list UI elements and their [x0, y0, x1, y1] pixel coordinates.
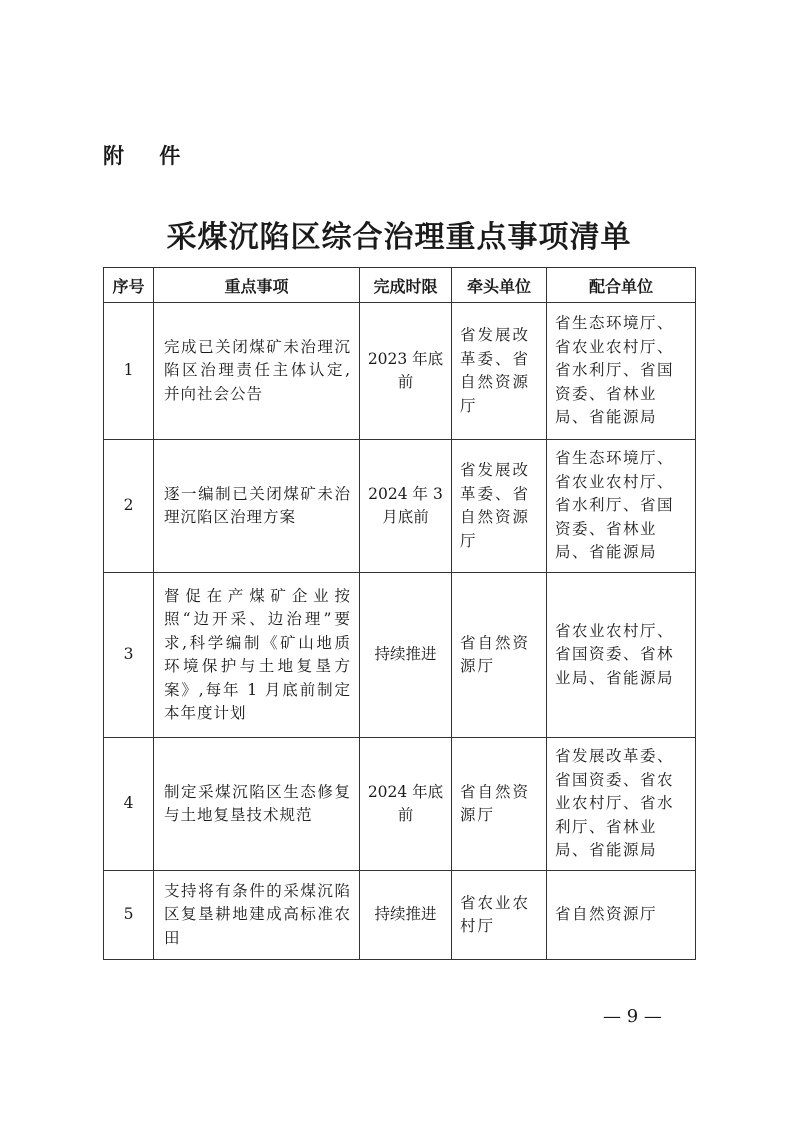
row-lead: 省自然资源厅: [452, 573, 547, 738]
row-deadline: 2024 年 3 月底前: [360, 440, 452, 573]
table-row: [104, 440, 696, 573]
header-no: 序号: [104, 268, 154, 303]
row-item: 支持将有条件的采煤沉陷区复垦耕地建成高标准农田: [154, 871, 360, 960]
row-no: 1: [104, 303, 154, 440]
row-no: 2: [104, 440, 154, 573]
row-item: 制定采煤沉陷区生态修复与土地复垦技术规范: [154, 738, 360, 871]
row-deadline: 持续推进: [360, 573, 452, 738]
row-cooperate: 省自然资源厅: [547, 871, 696, 960]
row-deadline: 2024 年底前: [360, 738, 452, 871]
table-header-row: [104, 268, 696, 303]
page-number: — 9 —: [603, 1006, 662, 1027]
table-row: [104, 871, 696, 960]
row-item: 完成已关闭煤矿未治理沉陷区治理责任主体认定,并向社会公告: [154, 303, 360, 440]
row-no: 5: [104, 871, 154, 960]
row-lead: 省发展改革委、省自然资源厅: [452, 440, 547, 573]
row-lead: 省自然资源厅: [452, 738, 547, 871]
row-lead: 省发展改革委、省自然资源厅: [452, 303, 547, 440]
table-row: [104, 738, 696, 871]
attachment-label: 附 件: [103, 144, 195, 168]
row-deadline: 持续推进: [360, 871, 452, 960]
row-cooperate: 省农业农村厅、省国资委、省林业局、省能源局: [547, 573, 696, 738]
header-cooperate: 配合单位: [547, 268, 696, 303]
row-cooperate: 省生态环境厅、省农业农村厅、省水利厅、省国资委、省林业局、省能源局: [547, 440, 696, 573]
row-deadline: 2023 年底前: [360, 303, 452, 440]
document-title: 采煤沉陷区综合治理重点事项清单: [166, 220, 632, 255]
table-row: [104, 303, 696, 440]
row-item: 逐一编制已关闭煤矿未治理沉陷区治理方案: [154, 440, 360, 573]
row-cooperate: 省生态环境厅、省农业农村厅、省水利厅、省国资委、省林业局、省能源局: [547, 303, 696, 440]
row-item: 督促在产煤矿企业按照“边开采、边治理”要求,科学编制《矿山地质环境保护与土地复垦方案》,每年 1 月底前制定本年度计划: [154, 573, 360, 738]
row-no: 4: [104, 738, 154, 871]
key-items-table: [103, 267, 696, 960]
row-lead: 省农业农村厅: [452, 871, 547, 960]
row-cooperate: 省发展改革委、省国资委、省农业农村厅、省水利厅、省林业局、省能源局: [547, 738, 696, 871]
row-no: 3: [104, 573, 154, 738]
table-row: [104, 573, 696, 738]
header-item: 重点事项: [154, 268, 360, 303]
header-lead: 牵头单位: [452, 268, 547, 303]
header-deadline: 完成时限: [360, 268, 452, 303]
